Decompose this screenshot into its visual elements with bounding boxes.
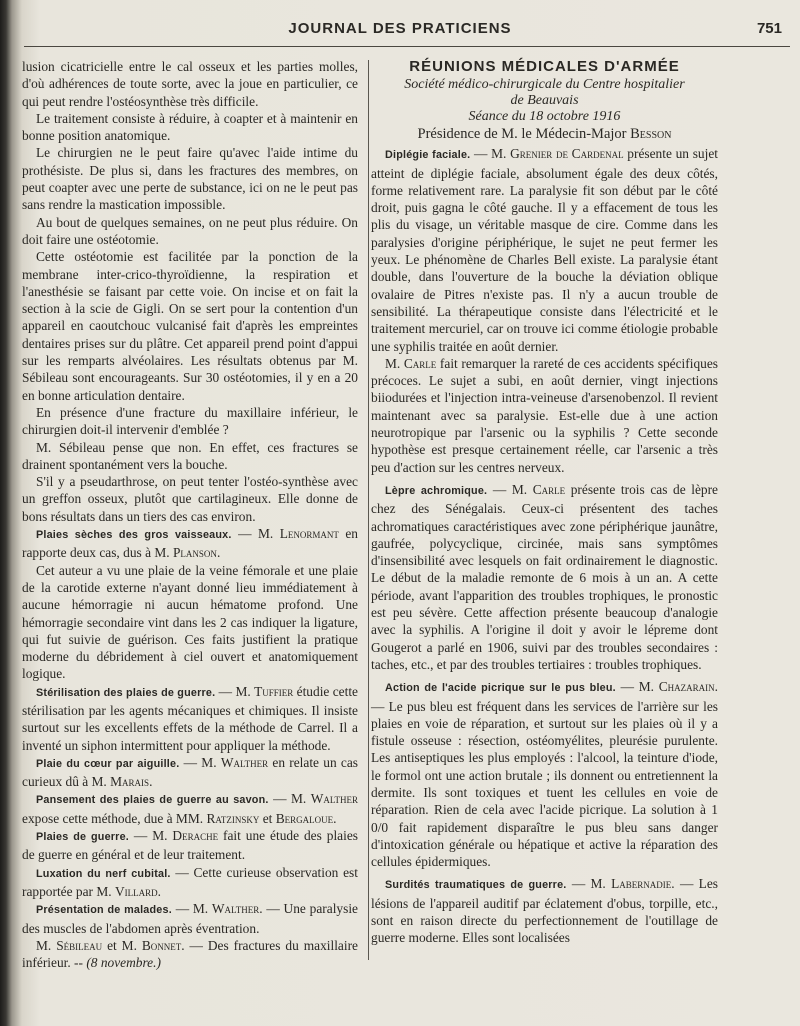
author-name: Derache (172, 828, 219, 844)
session-date: Séance du 18 octobre 1916 (468, 109, 621, 125)
dash: — M. (171, 901, 212, 917)
author-name: Chazarain (658, 679, 715, 695)
paragraph: Le traitement consiste à réduire, à coapter et à maintenir en bonne position anatomique. (22, 110, 358, 144)
section-plaies-seches (22, 525, 358, 562)
section-heading: Pansement des plaies de guerre au savon. (36, 794, 269, 807)
section-text: expose cette méthode, due à MM. (22, 810, 207, 826)
dash: — M. (128, 828, 173, 844)
section-luxation (22, 864, 358, 901)
section-pansement (22, 790, 358, 827)
author-name: Labernadie (611, 876, 672, 892)
author-name: Bergaloue (275, 810, 334, 826)
section-text: étudie cette stérilisation par les agents mécaniques et chimiques. Il insiste surtout sur les excellents effets de la méthode de Carrel. Il a inventé un siphon intermittent pour appliquer la méthode. (22, 683, 358, 753)
paragraph: En présence d'une fracture du maxillaire inférieur, le chirurgien doit-il intervenir d'emblée ? (22, 404, 358, 438)
paragraph: Le chirurgien ne le peut faire qu'avec l'aide intime du prothésiste. De plus si, dans les fractures des membres, on peut coapter avec une perte de substance, ici on ne le peut pas sans rendre la mastication impossible. (22, 145, 358, 213)
paragraph: Cet auteur a vu une plaie de la veine fémorale et une plaie de la carotide externe n'ayant donné lieu immédiatement à aucune hémorragie ni aucun hématome profond. Une hémorragie secondaire vint dans les 2 cas indiquer la ligature, qui fut suivie de guérison. Ces faits justifient la pratique moderne du débridement à ciel ouvert et anatomiquement logique. (22, 562, 358, 682)
section-text: présente un sujet atteint de diplégie faciale, absolument égale des deux côtés, forme relativement rare. La paralysie fit son début par le côté droit, puis gagna le côté gauche. Il y a effacement de tous les plis du visage, un véritable masque de cire. Comme dans les paralysies d'origine périphérique, le sujet ne peut fermer les yeux. Le phénomène de Charles Bell existe. La paralysie étant double, dans l'ouverture de la bouche la déviation oblique ovalaire de Pitres n'existe pas. Il n'y a aucun trouble de sensibilité. La thérapeutique consiste dans l'électricité et le traitement mercuriel, car on trouve ici comme étiologie probable une syphilis traitée en août dernier. (371, 146, 718, 354)
section-text: fait remarquer la rareté de ces accidents spécifiques précoces. Le sujet a subi, en août dernier, vingt injections biiodurées et l'injection intra-veineuse d'arsenobenzol. Il revient maintenant avec sa paralysie. Est-elle due à une action neurotropique par l'arsenic ou la syphilis ? Cette seconde hypothèse est presque certainement réelle, car l'arsenic a très peu d'action sur les centres nerveux. (371, 355, 718, 475)
section-acide-picrique (371, 678, 718, 870)
author-name: Lenormant (279, 526, 339, 542)
section-plaies-guerre (22, 827, 358, 864)
section-text: — Cette curieuse observation est rapportée par M. (22, 864, 358, 899)
author-name: Ratzinsky (206, 810, 260, 826)
prefix: M. (385, 355, 404, 371)
header-rule (24, 46, 790, 47)
dash: — M. (268, 791, 311, 807)
section-presentation (22, 900, 358, 937)
conjunction: et (259, 810, 276, 826)
section-heading: Présentation de malades. (36, 904, 172, 917)
section-text: . — Les lésions de l'appareil auditif par éclatement d'obus, torpille, etc., sont en raison directe du perfectionnement de l'outillage de guerre moderne. Elles sont localisées (371, 876, 718, 946)
date-note: (8 novembre.) (86, 955, 161, 971)
punct: . (157, 883, 161, 899)
section-text: en rapporte deux cas, dus à M. (22, 526, 358, 561)
section-heading: Surdités traumatiques de guerre. (385, 879, 567, 892)
society-place: de Beauvais (510, 93, 579, 109)
author-name: Villard (114, 883, 158, 899)
section-heading: Plaie du cœur par aiguille. (36, 757, 180, 770)
left-column (22, 58, 358, 971)
author-name: Tuffier (254, 683, 294, 699)
page-number: 751 (756, 20, 782, 37)
presidency-text: Présidence de M. le Médecin-Major (417, 126, 631, 143)
author-name: Marais (110, 774, 150, 790)
section-heading: Stérilisation des plaies de guerre. (36, 686, 216, 699)
punct: . (149, 774, 153, 790)
punct: . (216, 545, 221, 561)
section-heading: Action de l'acide picrique sur le pus bleu. (385, 682, 616, 695)
author-name: Planson (172, 545, 217, 561)
prefix: M. (36, 937, 57, 953)
dash: — M. (470, 146, 511, 162)
section-title: RÉUNIONS MÉDICALES D'ARMÉE (409, 58, 680, 75)
author-name: Walther (211, 901, 260, 917)
section-surdites (371, 875, 718, 946)
running-header (0, 14, 800, 42)
author-name: Carle (532, 481, 566, 497)
section-text: en relate un cas curieux dû à M. (22, 754, 358, 790)
dash: — M. (215, 683, 255, 699)
dash: — M. (566, 876, 612, 892)
author-name: Carle (403, 355, 437, 371)
author-name: Walther (310, 791, 358, 807)
author-name: Bonnet (141, 937, 182, 953)
society-name: Société médico-chirurgicale du Centre hospitalier (404, 77, 685, 93)
dash: — M. (487, 481, 533, 497)
paragraph: Au bout de quelques semaines, on ne peut plus réduire. On doit faire une ostéotomie. (22, 214, 358, 247)
dash: — M. (231, 526, 280, 542)
author-name: Sébileau (56, 937, 103, 953)
paragraph: Cette ostéotomie est facilitée par la ponction de la membrane inter-crico-thyroïdienne, la respiration et l'anesthésie se faisant par cette voie. On incise et on fait la section à la scie de Gigli. On se sert pour la contention d'un appareil en caoutchouc vulcanisé fait d'après les empreintes dentaires prises sur du plâtre. Cet appareil prend point d'appui sur les remparts alvéolaires. Les résultats obtenus par M. Sébileau sont encourageants. Sur 30 ostéotomies, il y en a 20 en bonne articulation dentaire. (22, 249, 358, 403)
section-text: . — Des fractures du maxillaire inférieur. -- (22, 937, 358, 971)
conjunction: et M. (102, 937, 142, 953)
section-heading: Plaies de guerre. (36, 831, 129, 844)
section-heading: Diplégie faciale. (385, 149, 471, 162)
section-plaie-coeur (22, 754, 358, 791)
section-heading: Lèpre achromique. (385, 484, 488, 497)
dash: — M. (179, 754, 221, 770)
column-divider (368, 60, 369, 960)
section-lepre (371, 481, 718, 673)
author-name: Grenier de Cardenal (510, 146, 624, 162)
president-name: Besson (630, 126, 672, 143)
author-name: Walther (220, 754, 269, 770)
section-sterilisation (22, 683, 358, 754)
presidency (371, 125, 718, 143)
paragraph: M. Sébileau pense que non. En effet, ces fractures se drainent spontanément vers la bouche. (22, 439, 358, 472)
section-text: . — Une paralysie des muscles de l'abdomen après éventration. (22, 901, 358, 936)
paragraph: S'il y a pseudarthrose, on peut tenter l'ostéo-synthèse avec un greffon osseux, plutôt que cartilagineux. Elle donne de bons résultats dans un tiers des cas environ. (22, 474, 358, 524)
paragraph-carle (371, 355, 718, 476)
punct: . (333, 810, 337, 826)
journal-title: JOURNAL DES PRATICIENS (288, 20, 512, 37)
section-fractures-maxillaire (22, 937, 358, 972)
section-heading: Luxation du nerf cubital. (36, 867, 171, 880)
section-diplegie (371, 145, 718, 355)
section-text: présente trois cas de lèpre chez des Sénégalais. Ceux-ci présentent des taches achromatiques caractéristiques avec zone périphérique jaunâtre, gaufrée, polycyclique, circinée, mais sans symptômes d'insensibilité avec lesquels on fait ordinairement le diagnostic. Le début de la maladie remonte de 6 mois à un an. A cette période, avant l'apparition des troubles trophiques, le pronostic est peu sévère. Cette affection présente beaucoup d'analogie avec la syphilis. A l'origine il doit y avoir le lépreme dont Gougerot a parlé en 1906, suivi par des troubles secondaires : taches, etc., et par des troubles tertiaires : troubles trophiques. (371, 481, 719, 672)
right-column (371, 58, 718, 947)
section-heading: Plaies sèches des gros vaisseaux. (36, 529, 232, 542)
section-text: fait une étude des plaies de guerre en général et de leur traitement. (22, 828, 358, 863)
paragraph: lusion cicatricielle entre le cal osseux et les parties molles, d'où adhérences de toute sorte, avec la joue en particulier, ce qui peut rendre l'ostéosynthèse très difficile. (22, 59, 358, 109)
section-text: . — Le pus bleu est fréquent dans les services de l'arrière sur les plaies en voie de réparation, et surtout sur les plaies où il y a fistule osseuse : résection, ostéomyélites, pleurésie purulente. Les antiseptiques les plus employés : l'alcool, la teinture d'iode, le formol ont une action brutale ; ils donnent ou entretiennent la dermite. Ils sont toxiques et tuent les cellules en voie de réparation. Rien de cela avec l'acide picrique. La solution à 1 0/0 fait rapidement disparaître le pus bleu sans danger d'intoxication générale ou hépatique et active la réparation des cellules épidermiques. (371, 679, 718, 870)
dash: — M. (615, 679, 659, 695)
